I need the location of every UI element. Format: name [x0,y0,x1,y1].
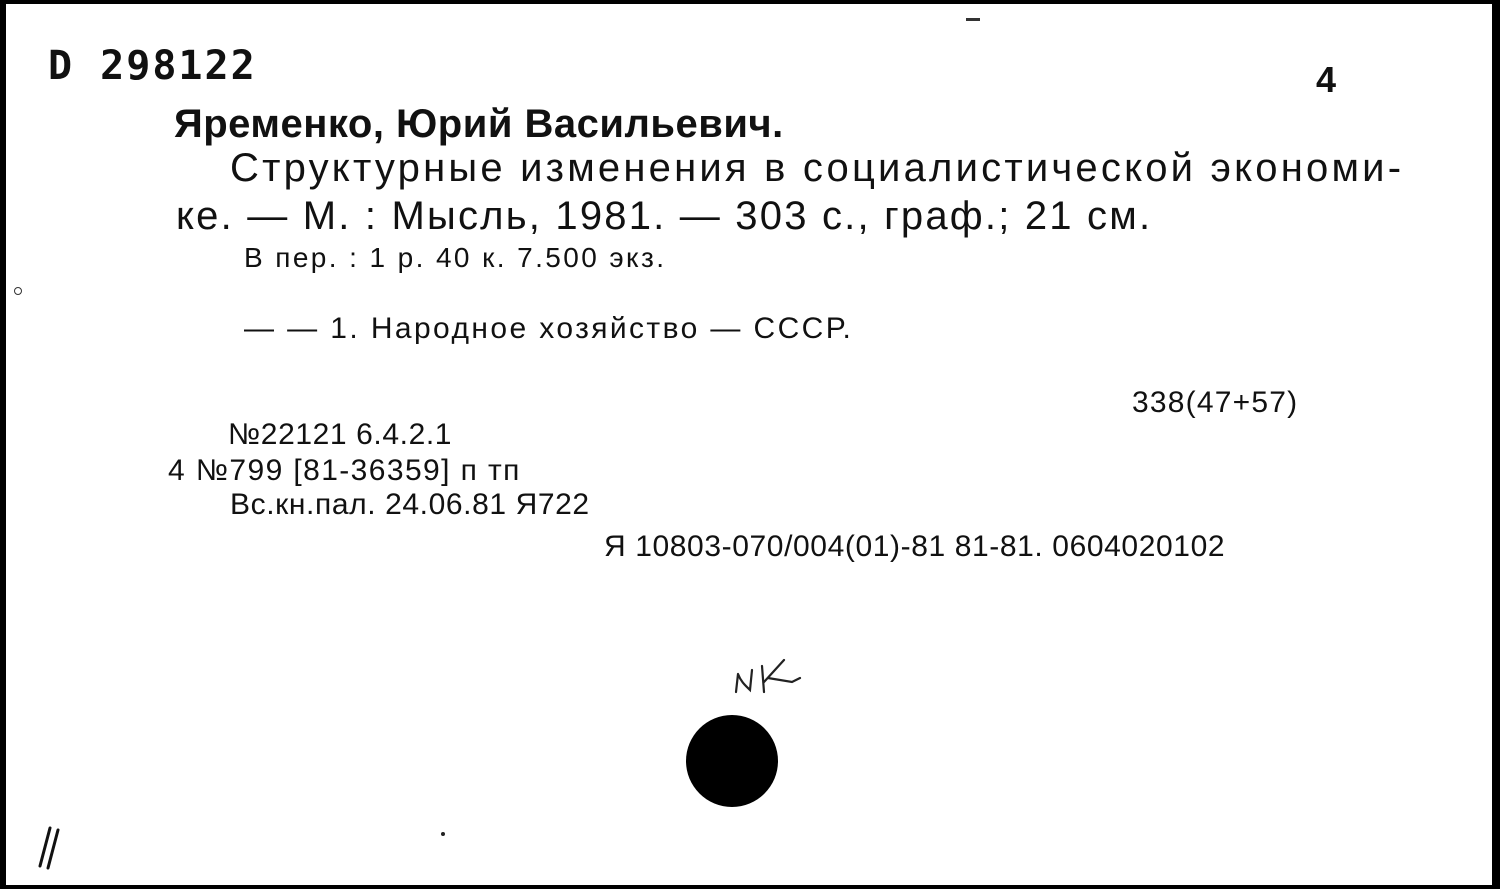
price-and-print-run: В пер. : 1 р. 40 к. 7.500 экз. [244,242,667,273]
title-line-2: ке. — М. : Мысль, 1981. — 303 с., граф.; 21 см. [176,194,1153,238]
registration-line-4: Я 10803-070/004(01)-81 81-81. 0604020102 [604,530,1226,563]
handwritten-initials-mark [726,652,806,698]
author-heading: Яременко, Юрий Васильевич. [174,102,784,146]
punch-hole [686,715,778,807]
speck [441,832,445,836]
title-line-1: Структурные изменения в социалистической экономи- [230,146,1405,190]
subject-heading: — — 1. Народное хозяйство — СССР. [244,312,854,345]
registration-line-3: Вс.кн.пал. 24.06.81 Я722 [230,488,590,521]
card-number: D 298122 [48,43,257,89]
card-sequence-number: 4 [1316,59,1337,100]
registration-line-2: 4 №799 [81-36359] п тп [168,454,521,487]
registration-line-1: №22121 6.4.2.1 [228,418,453,451]
speck [14,287,22,295]
udc-classification: 338(47+57) [1132,386,1299,419]
speck [966,18,980,21]
handwritten-number-mark [36,824,66,870]
